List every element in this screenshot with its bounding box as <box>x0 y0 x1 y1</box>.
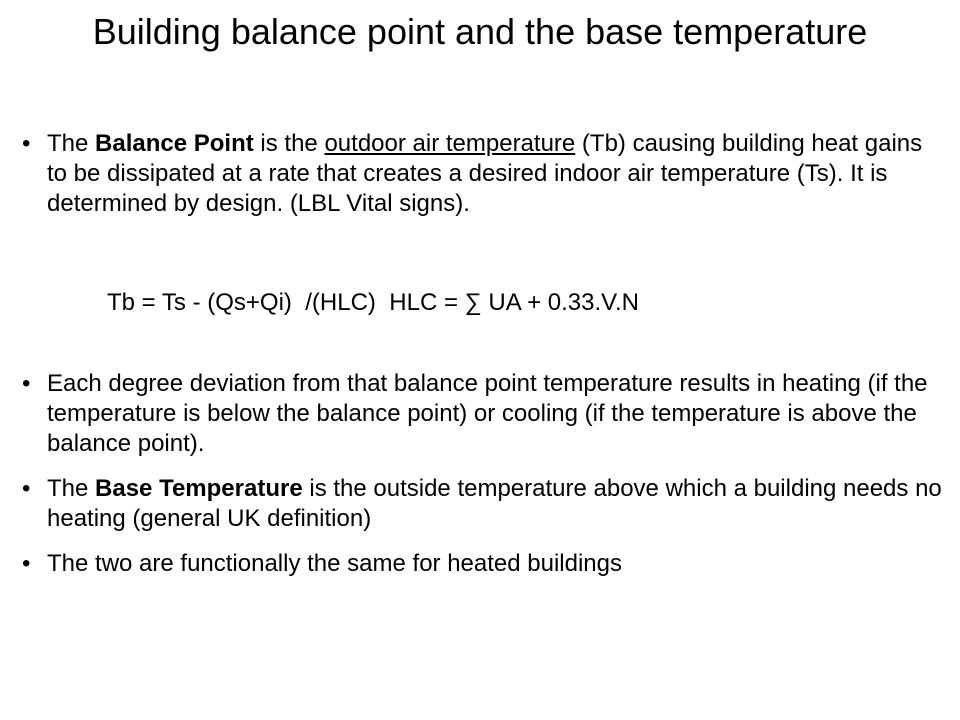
underlined-term: outdoor air temperature <box>324 130 576 157</box>
bullet-text <box>47 129 947 219</box>
bullet-text-pre: The <box>47 130 96 157</box>
term-base-temperature: Base Temperature <box>95 475 303 502</box>
bullet-text-mid: is the <box>253 130 325 157</box>
bullet-text-pre: The <box>47 475 96 502</box>
bullet-text: Each degree deviation from that balance point temperature results in heating (if the temperature is below the balance point) or cooling (if the temperature is above the balance point). <box>47 370 928 457</box>
bullet-marker: • <box>22 475 31 502</box>
bullet-text: The two are functionally the same for heated buildings <box>47 550 623 577</box>
slide-title: Building balance point and the base temperature <box>92 11 868 52</box>
bullet-marker: • <box>22 550 31 577</box>
bullet-text-post: is the outside temperature above which a building needs no heating (general UK definition) <box>47 475 942 532</box>
bullet-marker: • <box>22 370 31 397</box>
bullet-text <box>47 474 947 534</box>
bullet-text-post: (Tb) causing building heat gains to be dissipated at a rate that creates a desired indoor air temperature (Ts). It is determined by design. (LBL Vital signs). <box>47 130 923 217</box>
formula: Tb = Ts - (Qs+Qi) /(HLC) HLC = ∑ UA + 0.33.V.N <box>107 289 639 316</box>
term-balance-point: Balance Point <box>95 130 254 157</box>
bullet-marker: • <box>22 130 31 157</box>
